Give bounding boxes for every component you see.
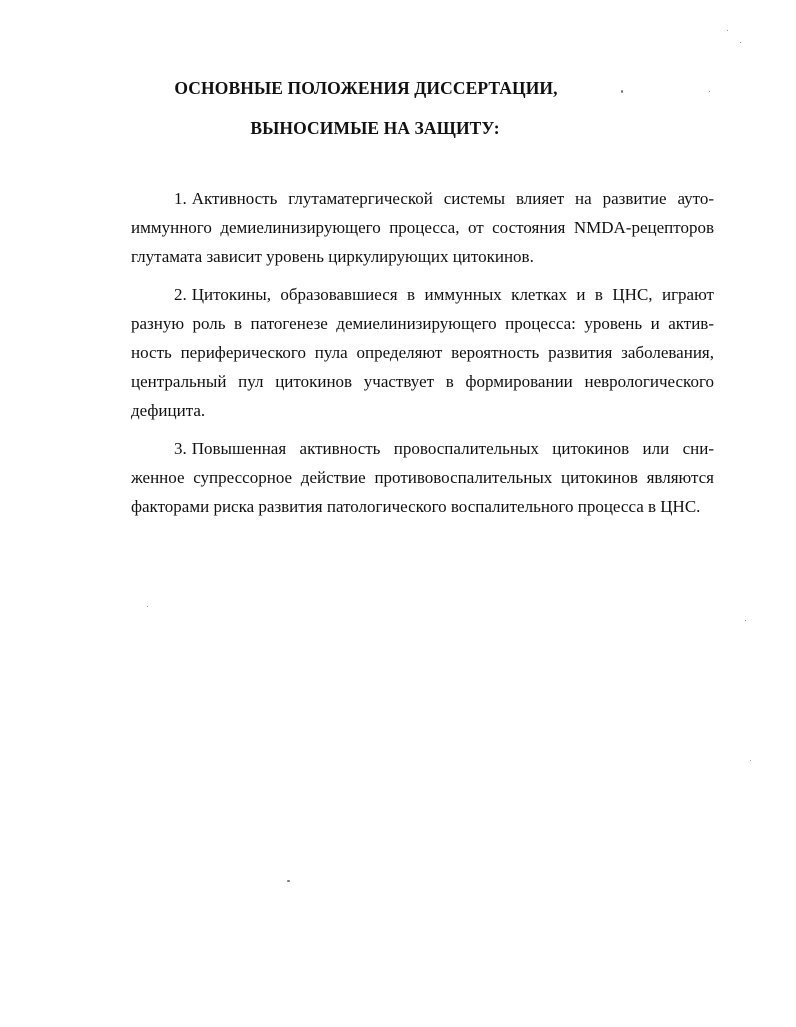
scan-speck xyxy=(745,620,746,621)
heading-line-1: ОСНОВНЫЕ ПОЛОЖЕНИЯ ДИССЕРТАЦИИ, xyxy=(174,78,558,98)
scan-speck xyxy=(750,760,751,761)
scan-speck xyxy=(621,90,623,93)
scan-speck xyxy=(709,91,710,92)
paragraph-number: 2. xyxy=(174,285,187,304)
scan-speck xyxy=(740,42,741,43)
paragraph-text: Цитокины, образовавшиеся в иммунных клетках и в ЦНС, играют разную роль в патогенезе демиелинизирующего процесса: уровень и актив-ность периферического пула определяют вероятность развития заболевания, центральный пул цитокинов участвует в формировании неврологического дефицита. xyxy=(131,285,714,420)
paragraph-text: Активность глутаматергической системы влияет на развитие ауто-иммунного демиелинизирующего процесса, от состояния NMDA-рецепторов глутамата зависит уровень циркулирующих цитокинов. xyxy=(131,189,714,266)
thesis-paragraph-1 xyxy=(131,184,714,271)
thesis-paragraph-2 xyxy=(131,280,714,425)
paragraph-number: 1. xyxy=(174,189,187,208)
thesis-paragraph-3 xyxy=(131,434,714,521)
heading-line-2: ВЫНОСИМЫЕ НА ЗАЩИТУ: xyxy=(250,118,500,138)
scan-speck xyxy=(287,880,290,882)
paragraph-text: Повышенная активность провоспалительных цитокинов или сни-женное супрессорное действие противовоспалительных цитокинов являются факторами риска развития патологического воспалительного процесса в ЦНС. xyxy=(131,439,714,516)
scan-speck xyxy=(147,606,148,607)
paragraph-number: 3. xyxy=(174,439,187,458)
thesis-list xyxy=(131,184,714,530)
scan-speck xyxy=(727,30,728,31)
